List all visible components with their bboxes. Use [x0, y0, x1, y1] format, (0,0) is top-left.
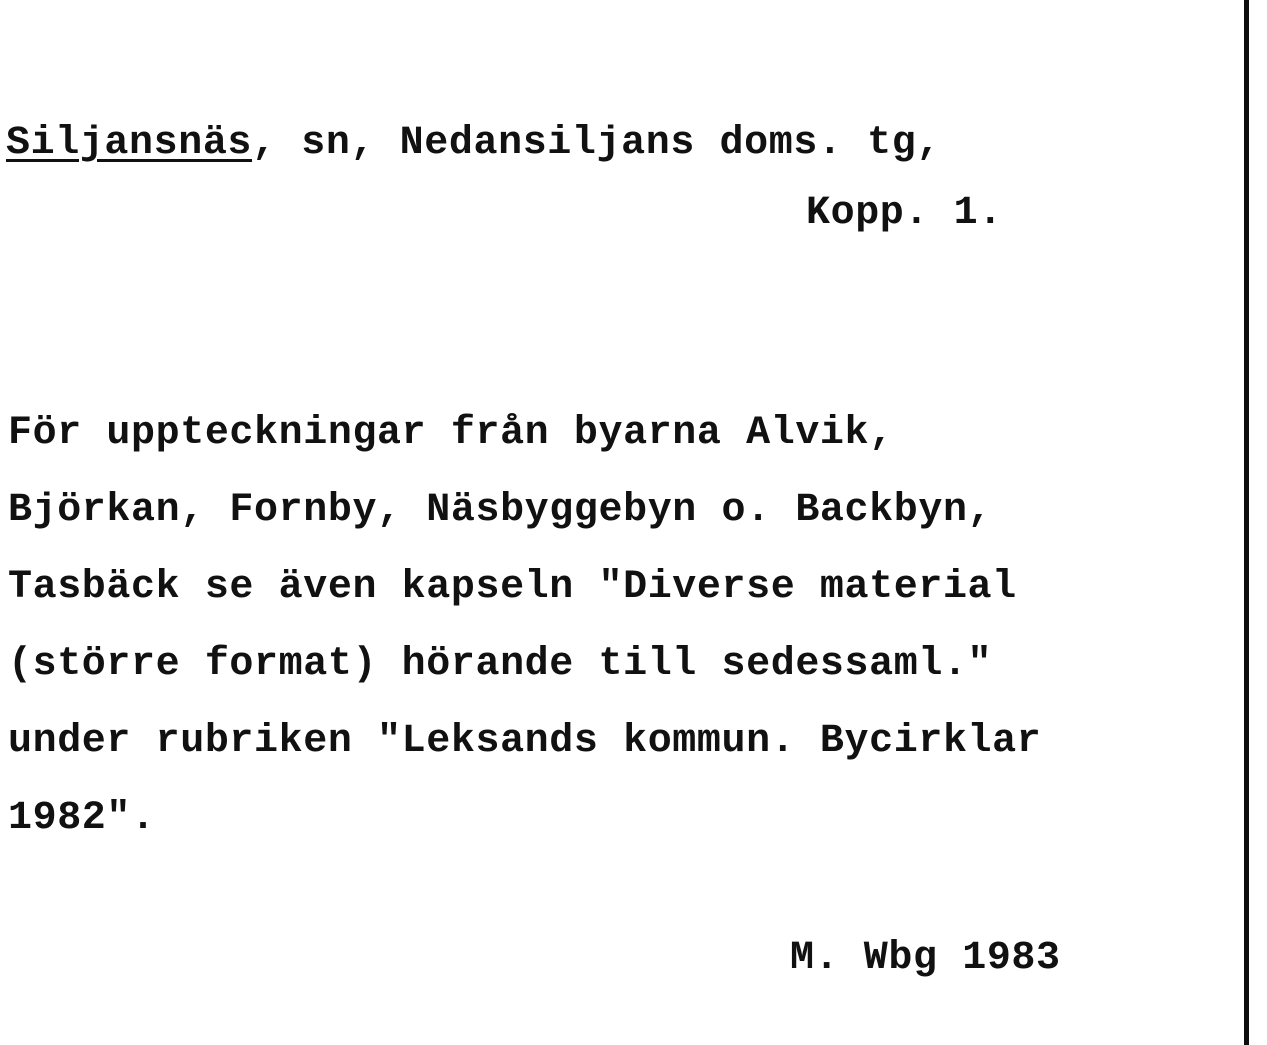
body-line: För uppteckningar från byarna Alvik, [8, 411, 894, 456]
heading-details: , sn, Nedansiljans doms. tg, [252, 121, 941, 166]
body-line: Björkan, Fornby, Näsbyggebyn o. Backbyn, [8, 488, 993, 533]
body-line: under rubriken "Leksands kommun. Bycirklar [8, 719, 1042, 764]
card-heading [6, 120, 941, 168]
card-edge-line [1244, 0, 1249, 1045]
body-line: Tasbäck se även kapseln "Diverse material [8, 565, 1017, 610]
place-name: Siljansnäs [6, 121, 253, 166]
archive-reference: Kopp. 1. [806, 191, 1003, 236]
body-line: (större format) hörande till sedessaml." [8, 642, 993, 687]
body-line: 1982". [8, 796, 156, 841]
signature: M. Wbg 1983 [790, 936, 1061, 981]
